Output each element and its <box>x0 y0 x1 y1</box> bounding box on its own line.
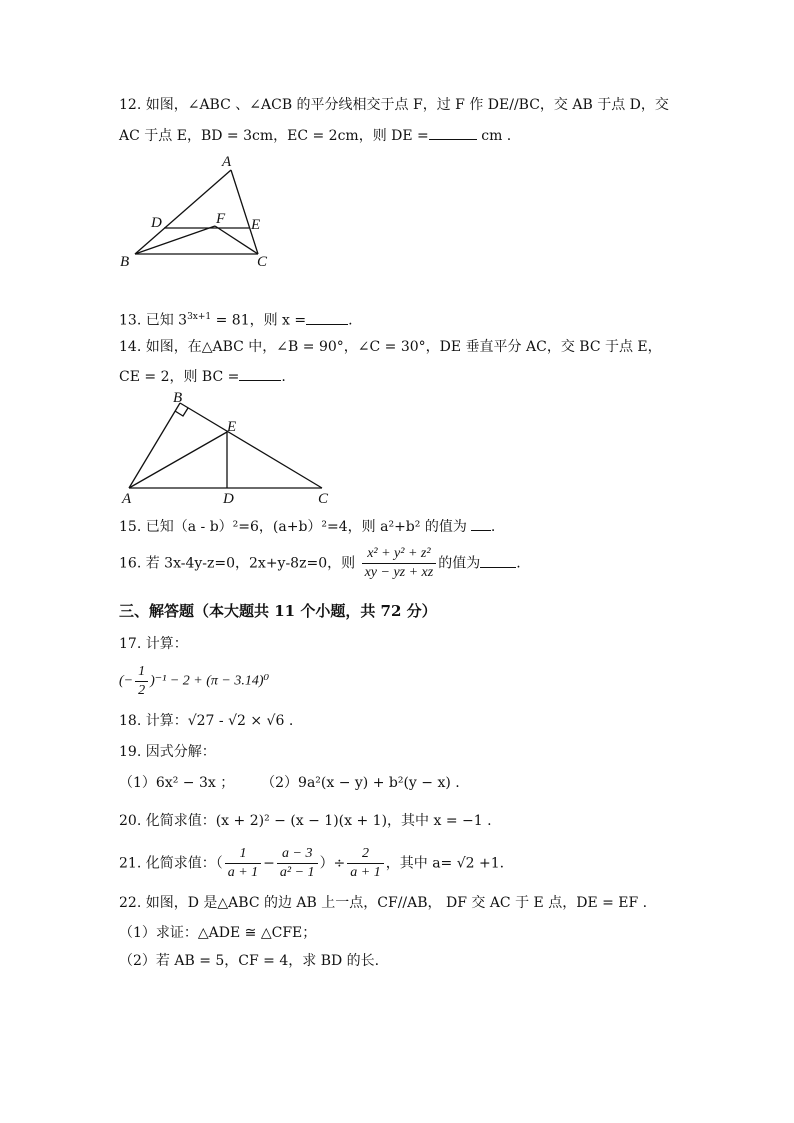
q13-line <box>119 307 353 331</box>
label-a: A <box>122 491 132 507</box>
label-d: D <box>223 491 234 507</box>
q21-f1-numerator: 1 <box>225 845 261 864</box>
q21-fraction-3 <box>347 845 383 882</box>
q21-f3-denominator: a + 1 <box>350 865 381 880</box>
q13-pre: 13. 已知 3 <box>119 312 188 329</box>
q15-post: . <box>490 519 496 535</box>
q17-title: 17. 计算： <box>119 636 188 652</box>
q21-div: ）÷ <box>319 855 346 872</box>
label-b: B <box>173 390 183 406</box>
answer-blank <box>429 125 477 140</box>
q12-figure <box>112 150 282 275</box>
q16-line <box>119 545 521 582</box>
q14-figure <box>117 389 337 507</box>
q21-pre: 21. 化简求值：（ <box>119 855 223 872</box>
q21-fraction-2 <box>277 845 318 882</box>
q13-mid: = 81，则 x = <box>211 312 307 329</box>
segment-bf <box>135 226 215 254</box>
q16-pre: 16. 若 3x-4y-z=0，2x+y-8z=0，则 <box>119 555 356 572</box>
q14-line1: 14. 如图，在△ABC 中，∠B = 90°，∠C = 30°，DE 垂直平分 AC，交 BC 于点 E， <box>119 339 662 355</box>
q12-line2-pre: AC 于点 E，BD = 3cm，EC = 2cm，则 DE = <box>119 128 429 144</box>
segment-ac <box>231 170 261 254</box>
q12-line2-post: cm . <box>481 128 512 144</box>
q16-numerator: x² + y² + z² <box>362 545 437 564</box>
q17-expr-pre: (− <box>119 673 134 689</box>
q15-line <box>119 516 495 537</box>
q20-line: 20. 化简求值：(x + 2)² − (x − 1)(x + 1)，其中 x = −1 . <box>119 813 492 829</box>
q17-denominator: 2 <box>138 683 146 698</box>
answer-blank <box>239 366 281 381</box>
q18-line: 18. 计算：√27 - √2 × √6 . <box>119 713 294 729</box>
q19-title: 19. 因式分解： <box>119 744 216 760</box>
q21-fraction-1 <box>225 845 261 882</box>
q13-post: . <box>348 312 353 329</box>
q22-line1: 22. 如图，D 是△ABC 的边 AB 上一点，CF//AB， DF 交 AC 于 E 点，DE = EF . <box>119 895 648 911</box>
label-e: E <box>227 419 237 435</box>
q19-part2: （2）9a²(x − y) + b²(y − x) . <box>261 775 460 791</box>
q13-exponent: 3x+1 <box>187 312 212 322</box>
q15-text: 15. 已知（a - b）²=6，(a+b）²=4，则 a²+b² 的值为 <box>119 519 467 535</box>
q22-part1: （1）求证：△ADE ≅ △CFE； <box>119 925 317 941</box>
q19-parts <box>119 773 460 793</box>
section-title: 三、解答题（本大题共 11 个小题，共 72 分） <box>119 602 437 620</box>
q14-line2-post: . <box>281 369 286 385</box>
q21-post: ，其中 a= √2 +1. <box>385 855 505 872</box>
q16-post: 的值为 <box>438 555 481 572</box>
q21-f2-denominator: a² − 1 <box>279 865 315 880</box>
q16-denominator: xy − yz + xz <box>364 565 434 580</box>
q14-line2-pre: CE = 2，则 BC = <box>119 369 240 385</box>
answer-blank <box>480 553 516 568</box>
q12-line1: 12. 如图，∠ABC 、∠ACB 的平分线相交于点 F，过 F 作 DE//BC，交 AB 于点 D，交 <box>119 97 669 113</box>
q17-expression <box>119 663 269 700</box>
q16-fraction <box>362 545 437 582</box>
q12-line2 <box>119 125 511 146</box>
q22-part2: （2）若 AB = 5，CF = 4，求 BD 的长. <box>119 953 380 969</box>
segment-ae <box>129 432 227 488</box>
q21-minus: − <box>263 855 275 872</box>
q19-part1: （1）6x² − 3x ； <box>119 775 235 791</box>
q21-f3-numerator: 2 <box>347 845 383 864</box>
answer-blank <box>471 516 491 531</box>
label-c: C <box>318 491 329 507</box>
q14-line2 <box>119 366 286 387</box>
q21-f2-numerator: a − 3 <box>277 845 318 864</box>
segment-bc <box>180 403 322 488</box>
q17-fraction <box>135 663 148 700</box>
q21-f1-denominator: a + 1 <box>227 865 259 880</box>
answer-blank <box>306 310 348 325</box>
label-e: E <box>251 217 261 233</box>
segment-ab <box>129 403 180 488</box>
label-c: C <box>257 254 268 270</box>
label-d: D <box>151 215 162 231</box>
label-a: A <box>222 154 232 170</box>
q17-numerator: 1 <box>135 663 148 682</box>
label-f: F <box>216 211 226 227</box>
label-b: B <box>120 254 130 270</box>
q16-end: . <box>516 555 521 572</box>
q21-line <box>119 845 504 882</box>
q17-expr-post: )⁻¹ − 2 + (π − 3.14)⁰ <box>150 673 270 689</box>
